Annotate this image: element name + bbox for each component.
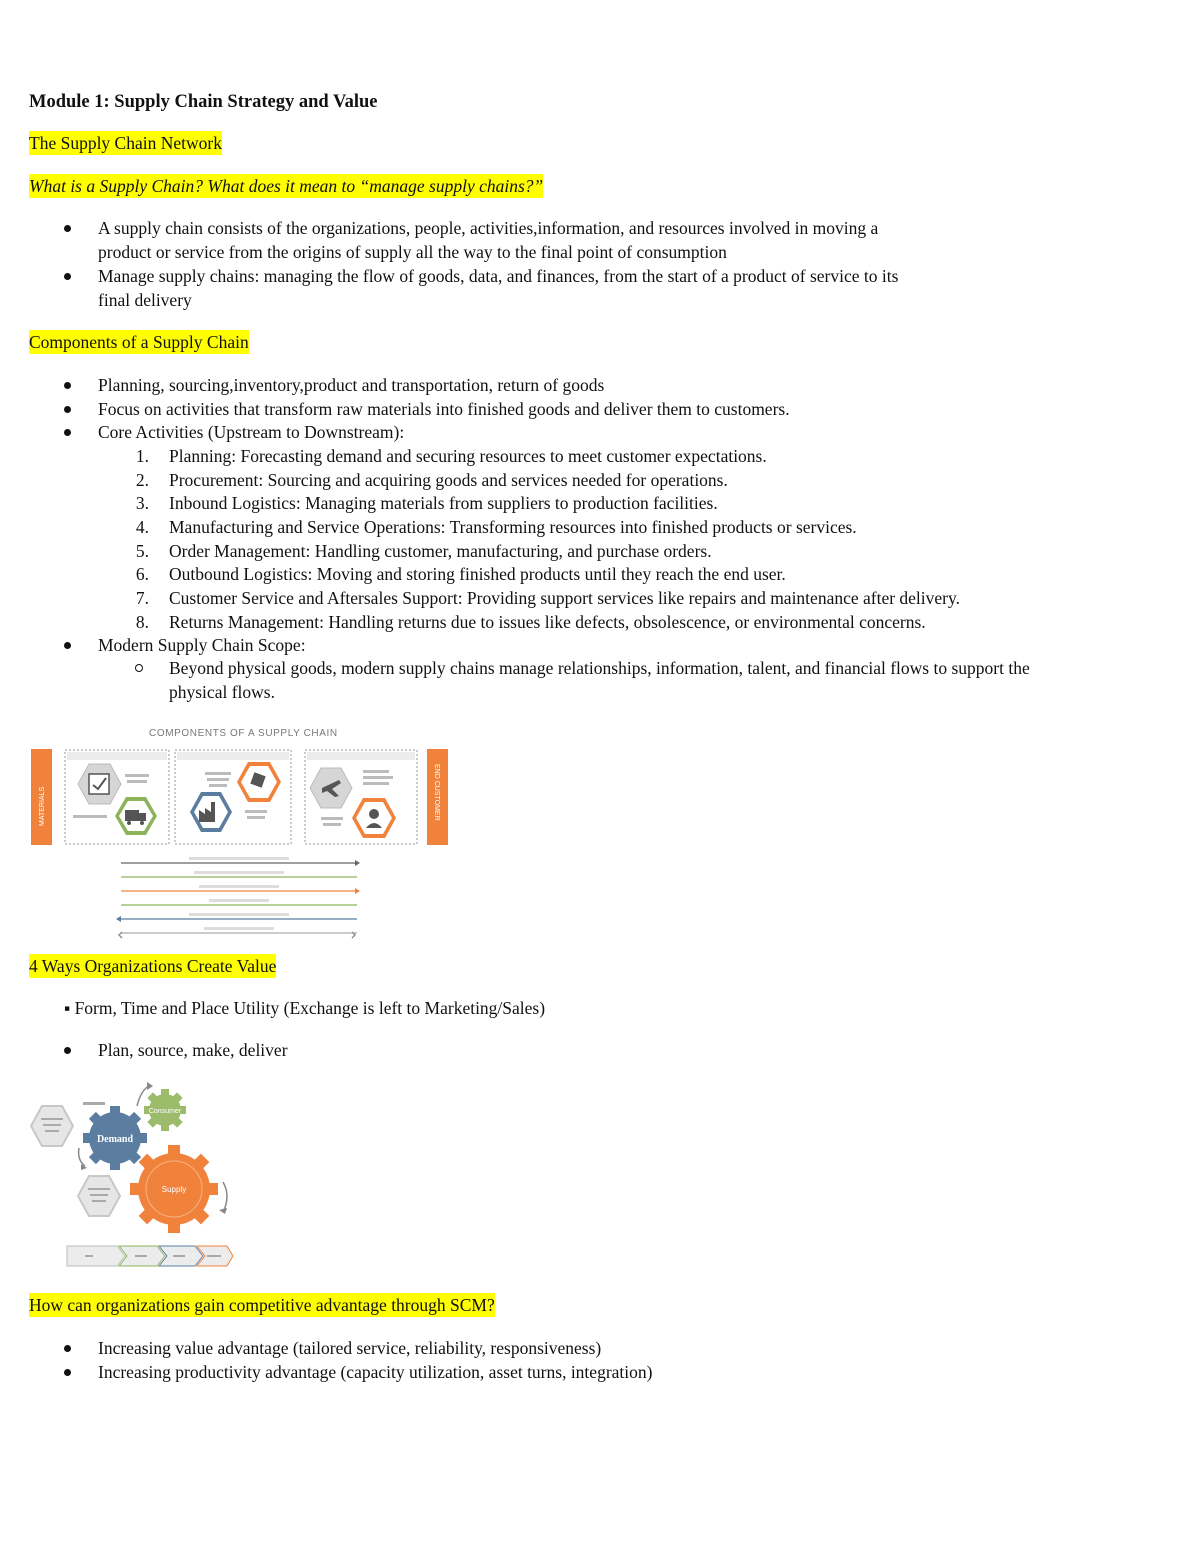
core-activity-item: Inbound Logistics: Managing materials from suppliers to production facilities.: [169, 493, 718, 513]
materials-label: MATERIALS: [39, 786, 46, 826]
list-number: 2.: [135, 470, 149, 490]
core-activity-item: Order Management: Handling customer, manufacturing, and purchase orders.: [169, 541, 712, 561]
bullet-dot: [64, 273, 71, 280]
core-activity-item: Manufacturing and Service Operations: Transforming resources into finished products or services.: [169, 517, 857, 537]
sub-list-item-continuation: physical flows.: [169, 682, 275, 702]
sub-list-item: Beyond physical goods, modern supply chains manage relationships, information, talent, and financial flows to support the: [169, 658, 1030, 678]
bullet-dot: [64, 382, 71, 389]
list-item: Increasing value advantage (tailored service, reliability, responsiveness): [98, 1338, 602, 1358]
hex-order-management-icon: [237, 762, 281, 802]
consumer-gear-label: Consumer: [148, 1108, 182, 1115]
core-activity-item: Returns Management: Handling returns due to issues like defects, obsolescence, or environmental concerns.: [169, 612, 926, 632]
core-activity-item: Customer Service and Aftersales Support: Providing support services like repairs and maintenance after delivery.: [169, 588, 960, 608]
demand-gear: [83, 1106, 147, 1170]
hex-info-bottom-left: [78, 1176, 120, 1216]
list-number: 1.: [135, 446, 149, 466]
bullet-dot: [64, 429, 71, 436]
bullet-dot: [64, 1369, 71, 1376]
module-title: Module 1: Supply Chain Strategy and Value: [29, 92, 378, 112]
bullet-dot: [64, 642, 71, 649]
hex-customer-service-icon: [352, 798, 396, 838]
sub-bullet-circle: [135, 664, 143, 672]
list-item: A supply chain consists of the organizations, people, activities,information, and resources involved in moving a: [98, 218, 879, 238]
diagram-title: COMPONENTS OF A SUPPLY CHAIN: [149, 728, 338, 739]
end-customer-label: END CUSTOMER: [433, 764, 440, 821]
process-chevrons: [67, 1246, 233, 1266]
hex-procurement-icon: [115, 797, 157, 835]
list-item-continuation: product or service from the origins of supply all the way to the final point of consumption: [98, 242, 727, 262]
bullet-dot: [64, 225, 71, 232]
hex-manufacturing-icon: [190, 792, 232, 832]
group-box-plan-source: [65, 750, 169, 844]
list-number: 7.: [135, 588, 149, 608]
list-item: Modern Supply Chain Scope:: [98, 635, 306, 655]
hex-outbound-logistics-icon: [310, 768, 352, 808]
heading-4-ways-create-value: 4 Ways Organizations Create Value: [29, 956, 277, 976]
bullet-dot: [64, 406, 71, 413]
list-item: Increasing productivity advantage (capacity utilization, asset turns, integration): [98, 1362, 653, 1382]
list-item-continuation: final delivery: [98, 290, 192, 310]
bullet-dot: [64, 1047, 71, 1054]
list-number: 3.: [135, 493, 149, 513]
list-item: Plan, source, make, deliver: [98, 1040, 288, 1060]
heading-supply-chain-network: The Supply Chain Network: [29, 133, 222, 153]
group-box-make: [175, 750, 291, 844]
list-number: 6.: [135, 564, 149, 584]
core-activity-item: Planning: Forecasting demand and securing resources to meet customer expectations.: [169, 446, 767, 466]
list-number: 5.: [135, 541, 149, 561]
supply-gear: [130, 1145, 218, 1233]
demand-gear-label: Demand: [96, 1134, 134, 1145]
consumer-gear: [144, 1089, 186, 1131]
hex-planning-icon: [78, 764, 121, 804]
bullet-dot: [64, 1345, 71, 1352]
list-item: Core Activities (Upstream to Downstream):: [98, 422, 405, 442]
hex-info-top-left: [31, 1106, 73, 1146]
supply-gear-label: Supply: [161, 1185, 187, 1194]
heading-competitive-advantage: How can organizations gain competitive advantage through SCM?: [29, 1295, 495, 1315]
question-what-is-supply-chain: What is a Supply Chain? What does it mean to “manage supply chains?”: [29, 176, 544, 196]
core-activity-item: Procurement: Sourcing and acquiring goods and services needed for operations.: [169, 470, 728, 490]
demand-supply-gears-diagram: [29, 1078, 235, 1272]
components-supply-chain-diagram: [29, 722, 451, 942]
small-bullet-item: ▪ Form, Time and Place Utility (Exchange is left to Marketing/Sales): [64, 998, 546, 1018]
core-activity-item: Outbound Logistics: Moving and storing finished products until they reach the end user.: [169, 564, 786, 584]
list-item: Focus on activities that transform raw materials into finished goods and deliver them to customers.: [98, 399, 790, 419]
list-number: 8.: [135, 612, 149, 632]
heading-components: Components of a Supply Chain: [29, 332, 249, 352]
list-number: 4.: [135, 517, 149, 537]
list-item: Planning, sourcing,inventory,product and transportation, return of goods: [98, 375, 605, 395]
list-item: Manage supply chains: managing the flow of goods, data, and finances, from the start of a product of service to its: [98, 266, 899, 286]
